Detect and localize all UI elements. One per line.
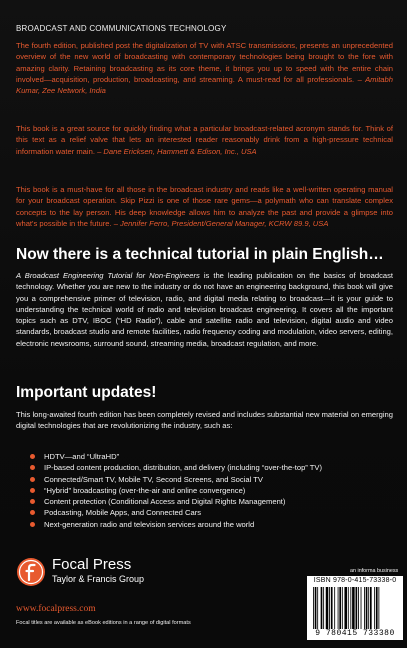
quote-text: This book is a great source for quickly finding what a particular broadcast-related acronym stands for. Think of this text as a relief valve that lets an interested reader reasonably drink from a high-pressure technical information water main. <box>16 124 393 156</box>
bullet-icon <box>30 477 35 482</box>
list-item: Podcasting, Mobile Apps, and Connected Cars <box>30 507 400 518</box>
bullet-icon <box>30 465 35 470</box>
barcode-bar <box>323 587 324 629</box>
quote-attribution: – Amitabh Kumar, Zee Network, India <box>16 74 393 96</box>
barcode-bar <box>376 587 378 629</box>
barcode-bar <box>315 587 317 629</box>
barcode-bar <box>370 587 372 629</box>
updates-list <box>30 451 400 530</box>
list-item: IP-based content production, distribution, and delivery (including “over-the-top” TV) <box>30 462 400 473</box>
barcode-bar <box>326 587 329 629</box>
isbn-number: ISBN 978-0-415-73338-0 <box>313 577 397 584</box>
barcode-bar <box>334 587 335 629</box>
bullet-icon <box>30 522 35 527</box>
list-item: “Hybrid” broadcasting (over-the-air and online convergence) <box>30 485 400 496</box>
bullet-icon <box>30 488 35 493</box>
barcode-bar <box>364 587 365 629</box>
barcode-bar <box>368 587 369 629</box>
barcode-bar <box>313 587 314 629</box>
barcode-bar <box>352 587 355 629</box>
bullet-icon <box>30 454 35 459</box>
bullet-icon <box>30 510 35 515</box>
list-item: Next-generation radio and television services around the world <box>30 519 400 530</box>
barcode <box>307 576 403 640</box>
ean-digits: 9 780415 733380 <box>315 629 395 638</box>
quote-attribution: – Dane Ericksen, Hammett & Edison, Inc., USA <box>97 146 257 156</box>
barcode-bar <box>321 587 323 629</box>
barcode-bar <box>344 587 347 629</box>
informa-tagline: an informa business <box>350 568 399 574</box>
barcode-bar <box>356 587 358 629</box>
barcode-bar <box>361 587 362 629</box>
tutorial-heading: Now there is a technical tutorial in plain English… <box>16 246 384 263</box>
list-item: Connected/Smart TV, Mobile TV, Second Screens, and Social TV <box>30 474 400 485</box>
tutorial-body: is the leading publication on the basics of broadcast technology. Whether you are new to the industry or do not have an engineering background, this book will give you a comprehensive primer of television, radio, and digital media relating to broadcast—it is your guide to understanding the technical world of radio and television broadcast engineering. It covers all the important topics such as DTV, IBOC (“HD Radio”), cable and satellite radio and television, digital audio and video standards, broadcast studio and remote facilities, radio frequency coding and modulation, video servers, editing, electronic newsrooms, surround sound, streaming media, broadcast regulation, and more. <box>16 271 393 348</box>
barcode-bar <box>366 587 368 629</box>
barcode-bar <box>339 587 341 629</box>
barcode-bar <box>358 587 359 629</box>
focal-press-logo-icon <box>16 557 46 587</box>
ebook-note: Focal titles are available as eBook editions in a range of digital formats <box>16 620 191 626</box>
barcode-bar <box>350 587 351 629</box>
book-title-italic: A Broadcast Engineering Tutorial for Non-Engineers <box>16 271 200 280</box>
barcode-bar <box>338 587 339 629</box>
barcode-bar <box>378 587 379 629</box>
quote-attribution: – Jennifer Ferro, President/General Manager, KCRW 89.9, USA <box>113 218 329 228</box>
barcode-bar <box>374 587 375 629</box>
barcode-bar <box>331 587 333 629</box>
updates-intro: This long-awaited fourth edition has been completely revised and includes substantial new material on emerging digital technologies that are revolutionizing the industry, such as: <box>16 410 393 431</box>
tutorial-paragraph <box>16 270 393 349</box>
publisher-name: Focal Press <box>52 556 132 573</box>
subject-category: BROADCAST AND COMMUNICATIONS TECHNOLOGY <box>16 24 227 33</box>
bullet-icon <box>30 499 35 504</box>
barcode-bar <box>317 587 318 629</box>
list-item: HDTV—and “UltraHD” <box>30 451 400 462</box>
review-quote <box>16 184 393 229</box>
barcode-bar <box>329 587 330 629</box>
quote-text: This book is a must-have for all those in the broadcast industry and reads like a well-written operating manual for your broadcast operation. Skip Pizzi is one of those rare gems—a polymath who can translate complex concepts to the lay person. His deep knowledge allows him to analyze the past and provide a glimpse into what's possible in the future. <box>16 185 393 228</box>
publisher-group: Taylor & Francis Group <box>52 574 145 584</box>
barcode-bar <box>348 587 349 629</box>
quote-text: The fourth edition, published post the digitalization of TV with ATSC transmissions, presents an unprecedented overview of the new world of broadcasting with contemporary technologies being brought to the fore with amazing clarity. Retaining broadcasting as its core theme, it brings you up to speed with the entire chain involved—acquisition, production, broadcasting, and streaming. A must-read for all professionals. <box>16 41 393 84</box>
review-quote <box>16 40 393 96</box>
review-quote <box>16 123 393 157</box>
barcode-bar <box>342 587 343 629</box>
barcode-bars-icon <box>313 587 399 629</box>
publisher-url[interactable]: www.focalpress.com <box>16 604 96 614</box>
updates-heading: Important updates! <box>16 384 157 401</box>
list-item: Content protection (Conditional Access and Digital Rights Management) <box>30 496 400 507</box>
